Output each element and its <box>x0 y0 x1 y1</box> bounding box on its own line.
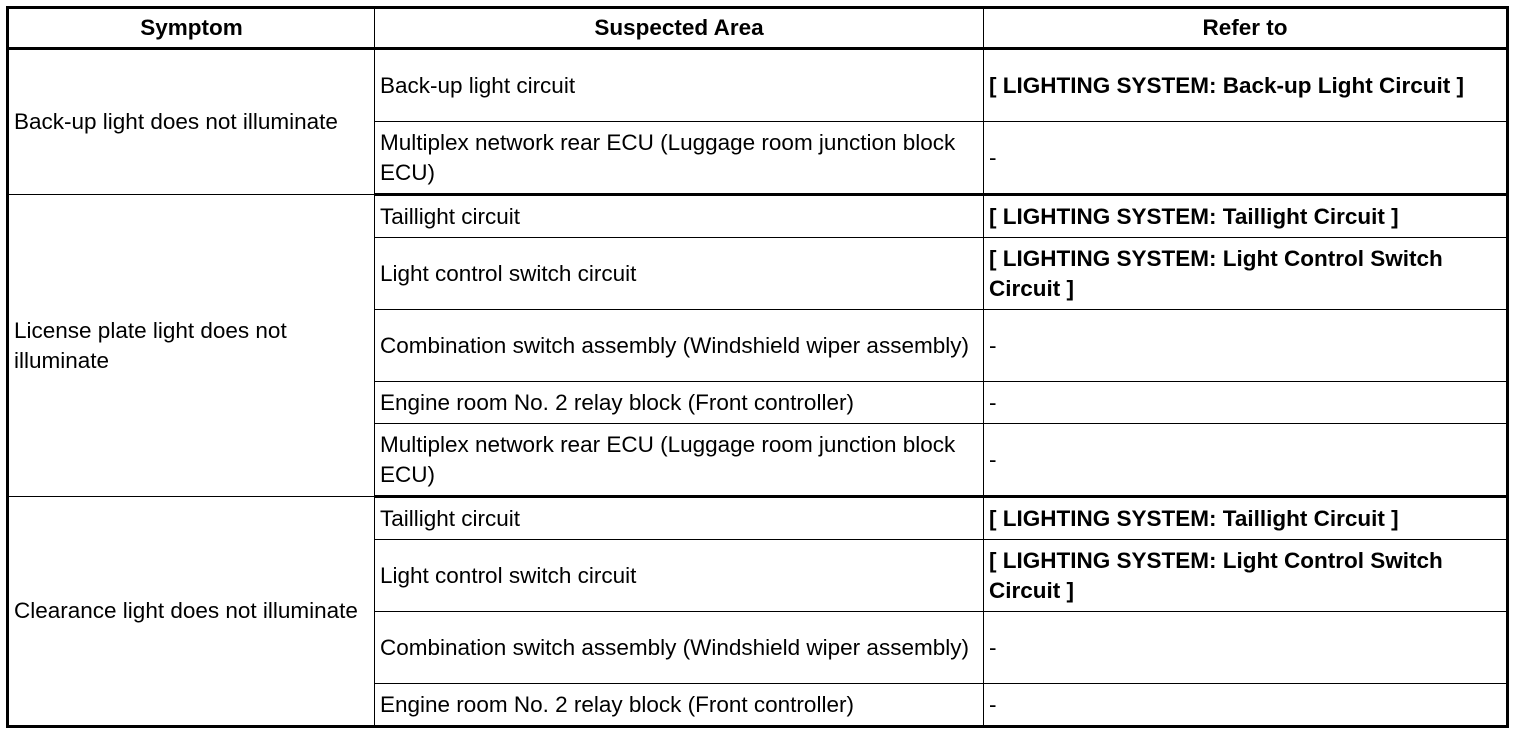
suspected-area-cell: Back-up light circuit <box>375 49 984 122</box>
refer-to-link[interactable]: [ LIGHTING SYSTEM: Taillight Circuit ] <box>984 195 1508 238</box>
symptom-cell: Clearance light does not illuminate <box>8 497 375 727</box>
refer-to-cell: - <box>984 612 1508 684</box>
symptom-cell: Back-up light does not illuminate <box>8 49 375 195</box>
refer-to-cell: - <box>984 424 1508 497</box>
suspected-area-cell: Engine room No. 2 relay block (Front controller) <box>375 684 984 727</box>
table-row <box>8 195 1508 238</box>
header-suspected-area: Suspected Area <box>375 8 984 49</box>
refer-to-link[interactable]: [ LIGHTING SYSTEM: Light Control Switch Circuit ] <box>984 238 1508 310</box>
suspected-area-cell: Multiplex network rear ECU (Luggage room junction block ECU) <box>375 122 984 195</box>
refer-to-link[interactable]: [ LIGHTING SYSTEM: Taillight Circuit ] <box>984 497 1508 540</box>
suspected-area-cell: Combination switch assembly (Windshield wiper assembly) <box>375 612 984 684</box>
table-row <box>8 497 1508 540</box>
refer-to-cell: - <box>984 684 1508 727</box>
header-refer-to: Refer to <box>984 8 1508 49</box>
troubleshooting-table <box>6 6 1509 728</box>
refer-to-cell: - <box>984 382 1508 424</box>
suspected-area-cell: Engine room No. 2 relay block (Front controller) <box>375 382 984 424</box>
suspected-area-cell: Light control switch circuit <box>375 238 984 310</box>
suspected-area-cell: Taillight circuit <box>375 195 984 238</box>
suspected-area-cell: Taillight circuit <box>375 497 984 540</box>
header-row <box>8 8 1508 49</box>
suspected-area-cell: Multiplex network rear ECU (Luggage room junction block ECU) <box>375 424 984 497</box>
table-row <box>8 49 1508 122</box>
symptom-cell: License plate light does not illuminate <box>8 195 375 497</box>
suspected-area-cell: Combination switch assembly (Windshield wiper assembly) <box>375 310 984 382</box>
refer-to-link[interactable]: [ LIGHTING SYSTEM: Back-up Light Circuit ] <box>984 49 1508 122</box>
header-symptom: Symptom <box>8 8 375 49</box>
refer-to-link[interactable]: [ LIGHTING SYSTEM: Light Control Switch Circuit ] <box>984 540 1508 612</box>
suspected-area-cell: Light control switch circuit <box>375 540 984 612</box>
refer-to-cell: - <box>984 122 1508 195</box>
refer-to-cell: - <box>984 310 1508 382</box>
